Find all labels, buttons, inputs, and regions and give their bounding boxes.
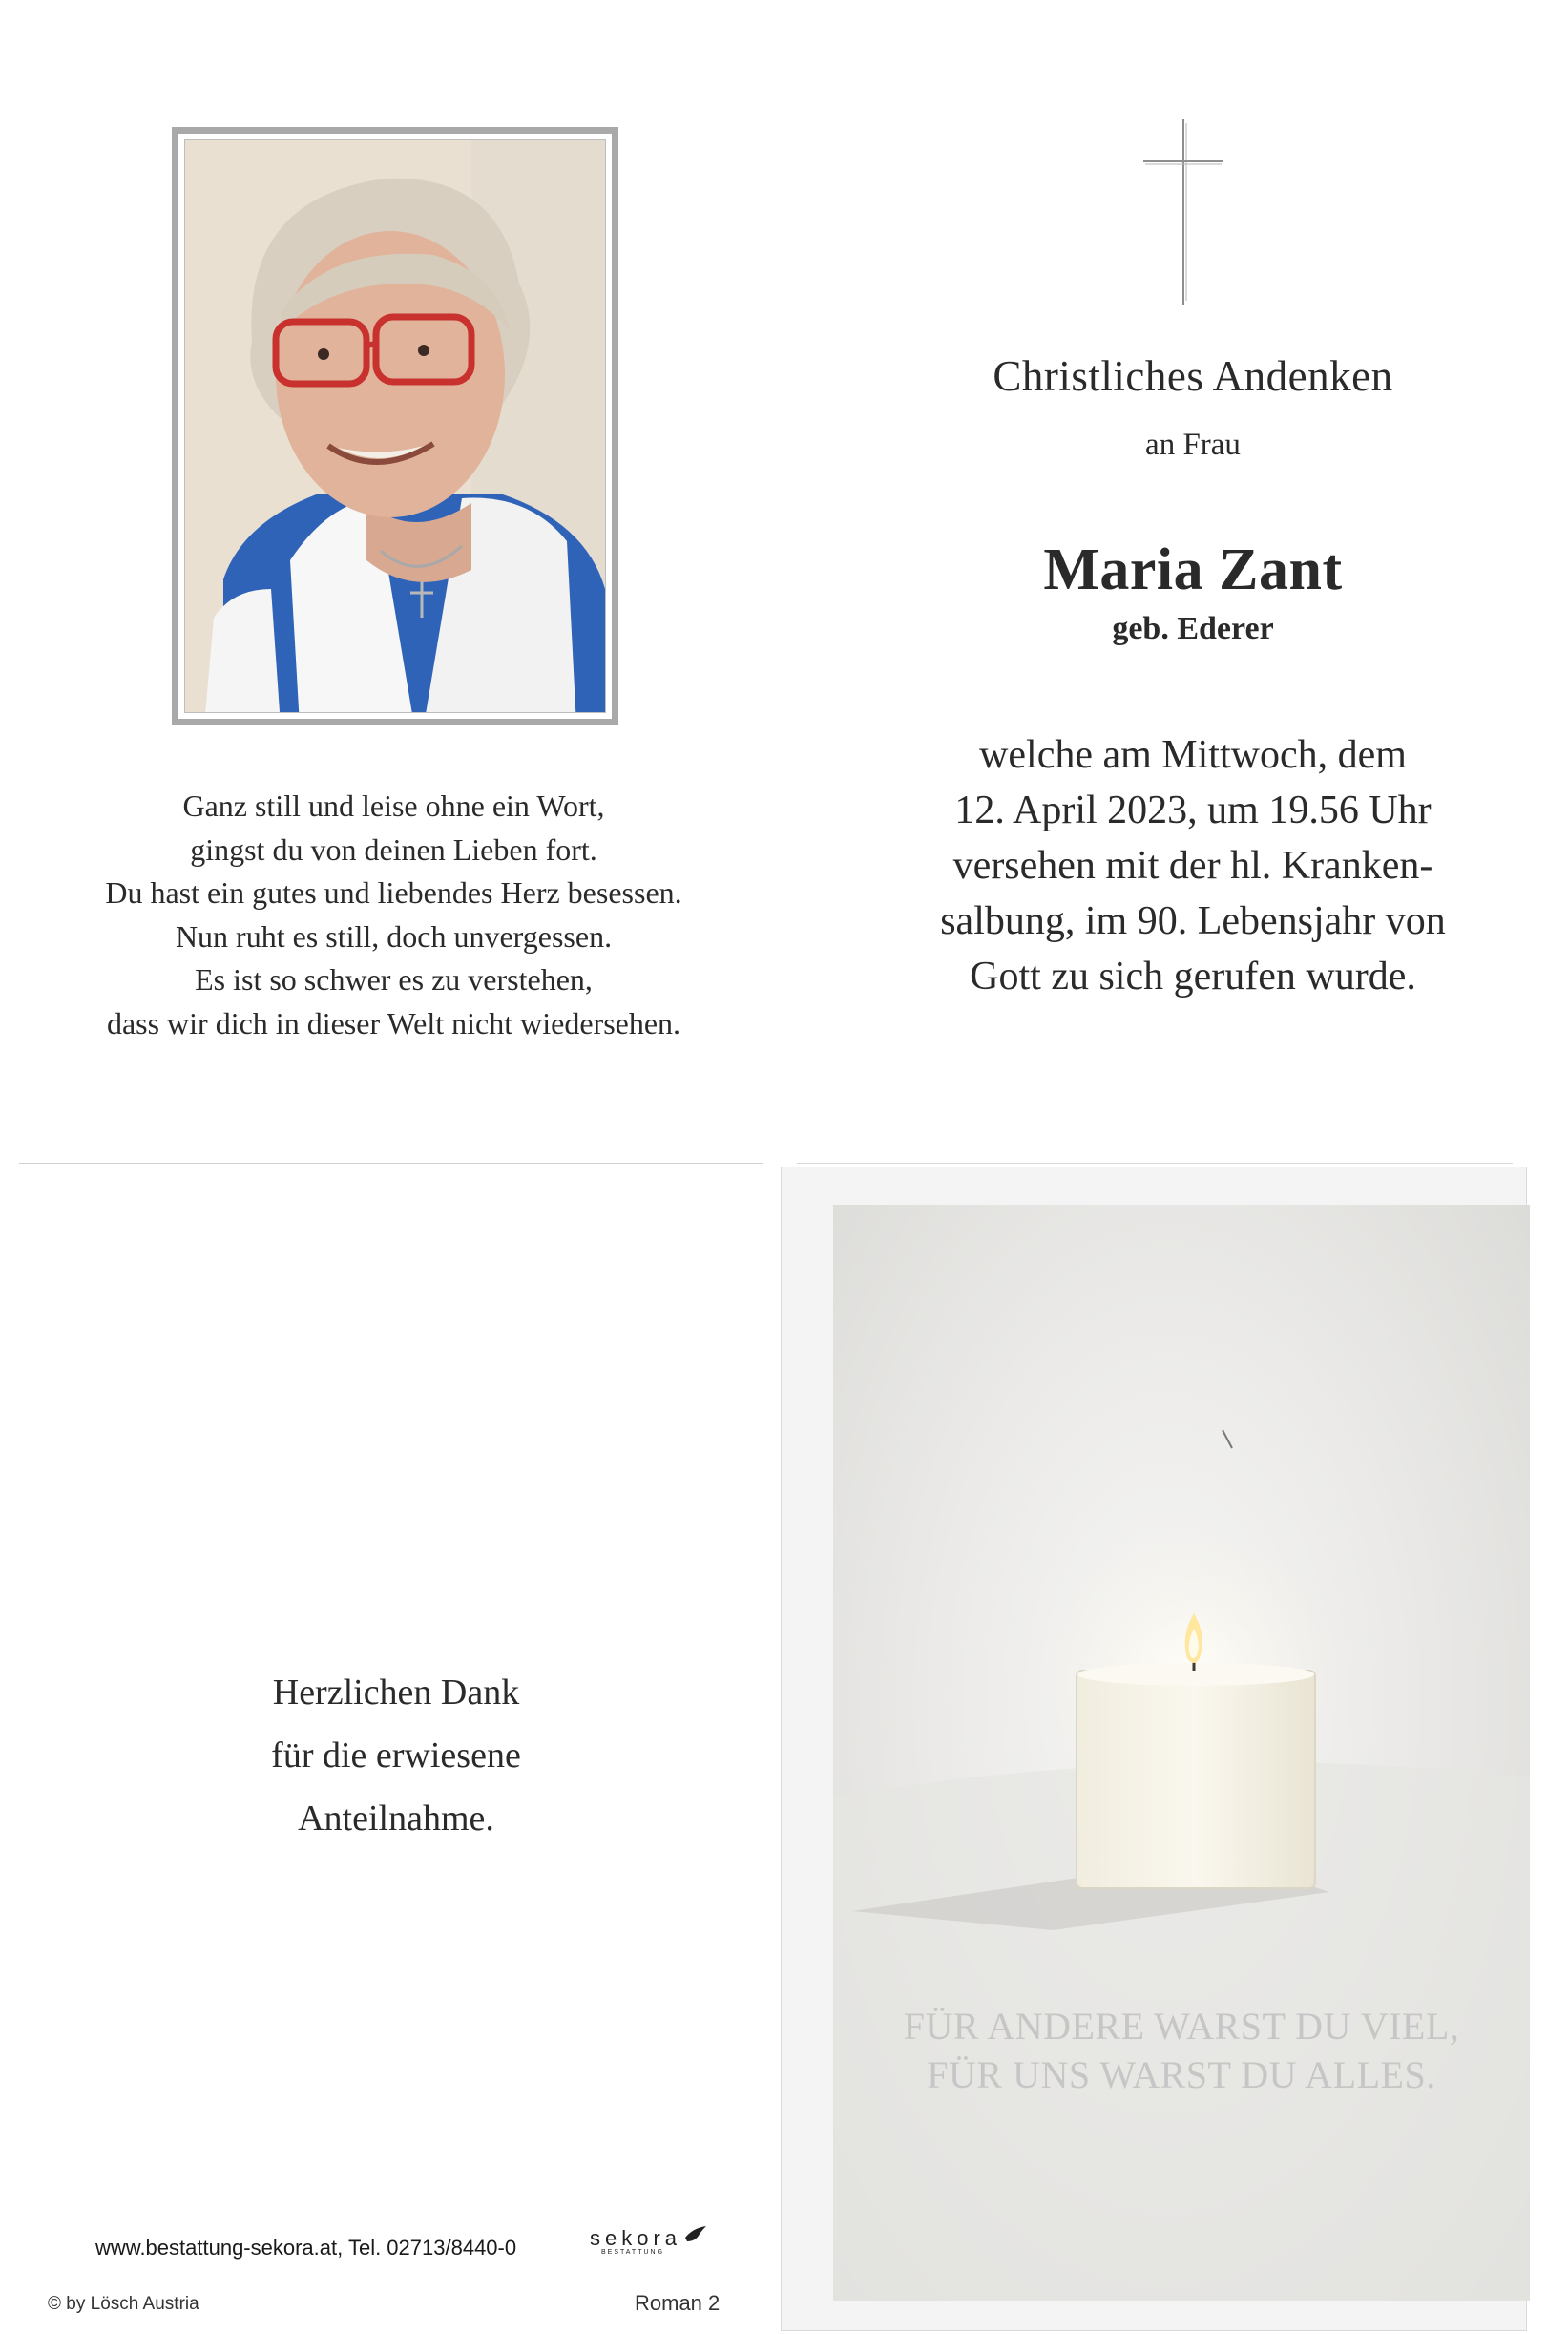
candle-illustration — [833, 1205, 1530, 2301]
portrait-illustration — [185, 140, 606, 713]
poem-line: Ganz still und leise ohne ein Wort, — [182, 789, 605, 823]
poem — [38, 785, 749, 1045]
card-model: Roman 2 — [635, 2291, 721, 2315]
death-notice-line: 12. April 2023, um 19.56 Uhr — [954, 789, 1432, 832]
death-notice-line: versehen mit der hl. Kranken- — [952, 844, 1433, 888]
logo-subtext: BESTATTUNG — [601, 2249, 665, 2256]
fold-divider — [797, 1163, 1513, 1164]
portrait-frame — [172, 127, 618, 725]
candle-image — [833, 1205, 1530, 2301]
poem-line: Nun ruht es still, doch unvergessen. — [175, 918, 613, 954]
poem-line: Du hast ein gutes und liebendes Herz besessen. — [105, 875, 682, 910]
dove-icon — [683, 2224, 708, 2245]
thanks-line: Herzlichen Dank — [272, 1672, 520, 1713]
cross-icon — [1136, 119, 1231, 305]
slogan-line: FÜR ANDERE WARST DU VIEL, — [903, 2005, 1460, 2048]
thanks-line: Anteilnahme. — [298, 1798, 494, 1839]
poem-line: gingst du von deinen Lieben fort. — [190, 831, 597, 867]
death-notice-line: Gott zu sich gerufen wurde. — [970, 955, 1416, 999]
portrait-photo — [184, 139, 606, 713]
memorial-heading: Christliches Andenken — [993, 352, 1393, 400]
salutation: an Frau — [1145, 428, 1241, 462]
slogan — [833, 2002, 1530, 2099]
copyright: © by Lösch Austria — [48, 2294, 199, 2314]
slogan-line: FÜR UNS WARST DU ALLES. — [927, 2053, 1436, 2096]
maiden-name: geb. Ederer — [1112, 611, 1274, 646]
poem-line: Es ist so schwer es zu verstehen, — [195, 962, 593, 997]
footer-contact: www.bestattung-sekora.at, Tel. 02713/8440-0 — [95, 2236, 517, 2260]
poem-line: dass wir dich in dieser Welt nicht wiedersehen. — [106, 1005, 681, 1041]
thanks-text — [172, 1661, 620, 1850]
sekora-logo — [590, 2224, 708, 2256]
death-notice-line: salbung, im 90. Lebensjahr von — [940, 899, 1446, 943]
logo-text: sekora — [590, 2226, 682, 2250]
death-notice-line: welche am Mittwoch, dem — [979, 733, 1407, 777]
deceased-name: Maria Zant — [1043, 537, 1343, 602]
thanks-line: für die erwiesene — [271, 1735, 521, 1776]
fold-divider — [19, 1163, 763, 1164]
death-notice — [859, 727, 1527, 1004]
